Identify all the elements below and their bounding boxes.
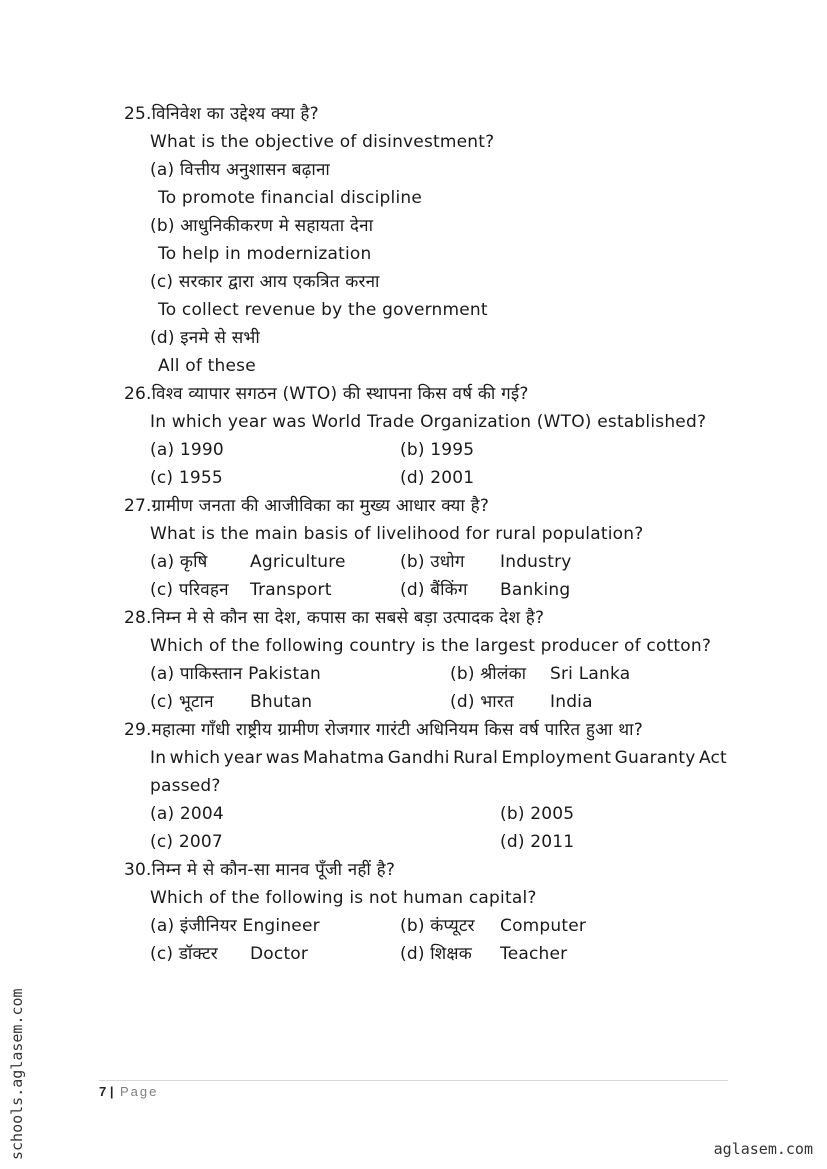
option-c: (c) 2007: [150, 832, 223, 852]
option-a: (a) इंजीनियर Engineer: [150, 916, 320, 936]
question-28-text: 28.निम्न मे से कौन सा देश, कपास का सबसे बड़ा उत्पादक देश है?: [124, 608, 545, 628]
question-25-english: What is the objective of disinvestment?: [150, 132, 495, 152]
question-25-text: 25.विनिवेश का उद्देश्य क्या है?: [124, 104, 319, 124]
option-b-english: Sri Lanka: [550, 664, 631, 684]
option-b-hindi: (b) उधोग: [400, 552, 465, 572]
option-b-english: Industry: [500, 552, 572, 572]
option-c-hindi: (c) परिवहन: [150, 580, 229, 600]
word: Act: [698, 748, 727, 768]
word: Rural: [453, 748, 499, 768]
option-d: (d) 2001: [400, 468, 475, 488]
question-29-english: [150, 747, 727, 769]
question-30-text: 30.निम्न मे से कौन-सा मानव पूँजी नहीं है?: [124, 860, 396, 880]
option-c-english: Doctor: [250, 944, 309, 964]
word: which: [169, 748, 221, 768]
page-label: Page: [120, 1084, 159, 1099]
option-b-hindi: (b) कंप्यूटर: [400, 916, 475, 936]
page-number-value: 7: [99, 1084, 107, 1099]
option-d-hindi: (d) शिक्षक: [400, 944, 473, 964]
option-c-hindi: (c) भूटान: [150, 692, 214, 712]
word: In: [150, 748, 167, 768]
question-26-english: In which year was World Trade Organization (WTO) established?: [150, 412, 707, 432]
option-d-english: All of these: [158, 356, 256, 376]
option-a-hindi: (a) वित्तीय अनुशासन बढ़ाना: [150, 160, 330, 180]
option-d: (d) 2011: [500, 832, 575, 852]
option-b: (b) 1995: [400, 440, 475, 460]
page-number: [99, 1084, 114, 1099]
question-27-text: 27.ग्रामीण जनता की आजीविका का मुख्य आधार क्या है?: [124, 496, 490, 516]
word: Gandhi: [387, 748, 450, 768]
question-29-english-cont: passed?: [150, 776, 221, 796]
option-a: (a) 1990: [150, 440, 224, 460]
option-a-english: Agriculture: [250, 552, 346, 572]
question-29-text: 29.महात्मा गाँधी राष्ट्रीय ग्रामीण रोजगार गारंटी अधिनियम किस वर्ष पारित हुआ था?: [124, 720, 643, 740]
option-d-english: Teacher: [500, 944, 568, 964]
corner-watermark: aglasem.com: [713, 1140, 813, 1158]
option-d-hindi: (d) बैंकिंग: [400, 580, 468, 600]
word: year: [223, 748, 263, 768]
option-c: (c) 1955: [150, 468, 223, 488]
option-a: (a) 2004: [150, 804, 224, 824]
word: Mahatma: [303, 748, 385, 768]
option-b-hindi: (b) श्रीलंका: [450, 664, 527, 684]
page-separator: |: [109, 1084, 114, 1099]
option-d-english: Banking: [500, 580, 571, 600]
option-b-english: Computer: [500, 916, 587, 936]
option-c-hindi: (c) डॉक्टर: [150, 944, 218, 964]
option-b-hindi: (b) आधुनिकीकरण मे सहायता देना: [150, 216, 374, 236]
word: was: [265, 748, 300, 768]
option-a-hindi: (a) कृषि: [150, 552, 208, 572]
side-watermark: schools.aglasem.com: [8, 988, 26, 1160]
question-27-english: What is the main basis of livelihood for rural population?: [150, 524, 644, 544]
option-d-hindi: (d) इनमे से सभी: [150, 328, 260, 348]
option-a-english: To promote financial discipline: [158, 188, 422, 208]
option-c-hindi: (c) सरकार द्वारा आय एकत्रित करना: [150, 272, 380, 292]
option-c-english: Bhutan: [250, 692, 313, 712]
option-c-english: To collect revenue by the government: [158, 300, 488, 320]
option-b: (b) 2005: [500, 804, 575, 824]
option-a: (a) पाकिस्तान Pakistan: [150, 664, 321, 684]
footer-divider: [99, 1080, 728, 1081]
option-d-english: India: [550, 692, 593, 712]
option-c-english: Transport: [250, 580, 332, 600]
question-28-english: Which of the following country is the largest producer of cotton?: [150, 636, 712, 656]
word: Guaranty: [614, 748, 696, 768]
option-b-english: To help in modernization: [158, 244, 372, 264]
option-d-hindi: (d) भारत: [450, 692, 514, 712]
question-26-text: 26.विश्व व्यापार सगठन (WTO) की स्थापना किस वर्ष की गई?: [124, 384, 529, 404]
word: Employment: [501, 748, 612, 768]
question-30-english: Which of the following is not human capital?: [150, 888, 537, 908]
